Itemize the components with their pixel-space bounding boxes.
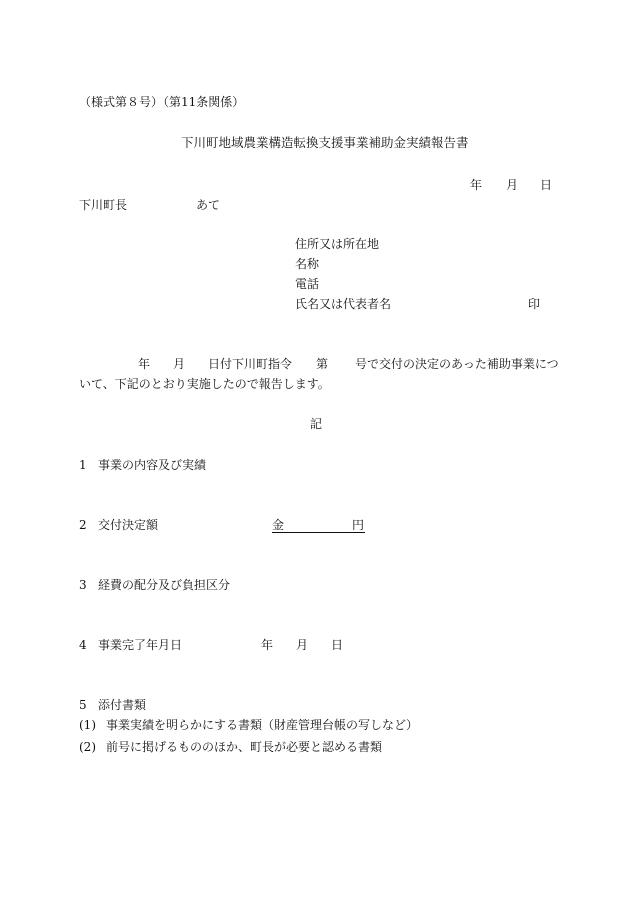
document-title: 下川町地域農業構造転換支援事業補助金実績報告書 (181, 135, 469, 150)
addressee-name: 下川町長 (79, 198, 128, 212)
attachment-1-text: 事業実績を明らかにする書類（財産管理台帳の写しなど） (106, 718, 419, 732)
name-label: 名称 (295, 257, 320, 271)
addressee-suffix: あて (196, 198, 221, 212)
item-4-label: 事業完了年月日 (98, 638, 183, 652)
seal-mark: 印 (528, 297, 541, 311)
item-3-number: 3 (79, 578, 87, 592)
amount-prefix: 金 (272, 518, 285, 532)
item-2-number: 2 (79, 518, 87, 532)
ki-heading: 記 (310, 417, 323, 431)
amount-unit: 円 (352, 518, 365, 532)
attachment-1-number: (1) (79, 718, 96, 732)
item-3-label: 経費の配分及び負担区分 (98, 578, 231, 592)
representative-label: 氏名又は代表者名 (295, 297, 392, 311)
form-number: （様式第８号）（第11条関係） (79, 95, 245, 109)
completion-day: 日 (331, 638, 344, 652)
phone-label: 電話 (295, 277, 320, 291)
completion-year: 年 (261, 638, 274, 652)
body-text-line1: 号で交付の決定のあった補助事業につ (355, 357, 559, 371)
body-dated: 日付下川町指令 (208, 357, 293, 371)
body-year: 年 (138, 357, 151, 371)
item-2-label: 交付決定額 (98, 518, 159, 532)
item-1-label: 事業の内容及び実績 (98, 458, 207, 472)
attachment-2-text: 前号に掲げるもののほか、町長が必要と認める書類 (106, 740, 383, 754)
attachment-2-number: (2) (79, 740, 96, 754)
item-4-number: 4 (79, 638, 87, 652)
completion-month: 月 (296, 638, 309, 652)
date-year: 年 (470, 178, 483, 192)
body-no-prefix: 第 (316, 357, 329, 371)
body-text-line2: いて、下記のとおり実施したので報告します。 (79, 377, 330, 391)
item-5-number: 5 (79, 698, 87, 712)
address-label: 住所又は所在地 (295, 237, 380, 251)
body-month: 月 (173, 357, 186, 371)
item-1-number: 1 (79, 458, 87, 472)
date-day: 日 (540, 178, 553, 192)
item-5-label: 添付書類 (98, 698, 147, 712)
date-month: 月 (506, 178, 519, 192)
